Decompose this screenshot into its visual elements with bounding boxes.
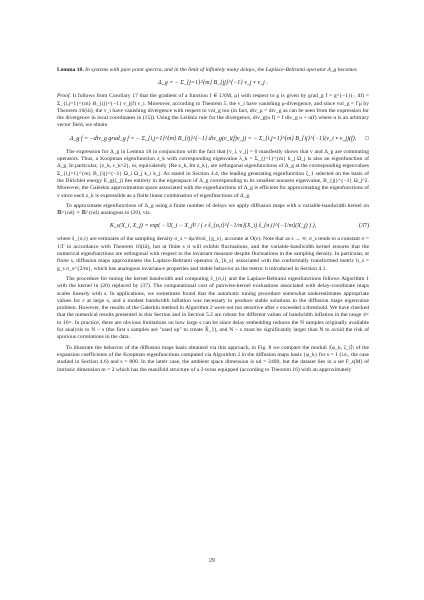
kernel-equation-text: K_ε(X_i, X_j) = exp( − ‖X_i − X_j‖² / ( ε ŝ_{σ,i}^{−1/m}(X_i) ŝ_{σ,i}^{−1/m}(X_j) ) ), <box>109 223 317 230</box>
paragraph-commuting: The expression for Δ_g in Lemma 18 in conjunction with the fact that [v_i, v_j] = 0 manifestly shows that v and Δ_g are commuting operators. Thus, a Koopman eigenfunction z_k with corresponding eigenvalue λ_k = Σ_{j=1}^{m} k_j Ω_j is also an eigenfunction of Δ_g. In particular, {z_k, c_k^2}, or, equivalently {Re z_k, Im z_k}, are orthogonal eigenfunctions of Δ_g at the corresponding eigenvalues Σ_{i,j=1}^{m} B_{ij}^{−1} Ω_i Ω_j k_i k_j. As stated in Section 4.4, the leading generating eigenfunction ζ_1 selected on the basis of the Dirichlet energy E_g(ζ_j) lies entirely in the eigenspace of Δ_g corresponding to its smallest nonzero eigenvalue, B_{jj}^{−1} Ω_j^2. Moreover, the Galerkin approximation space associated with the eigenfunctions of Δ_g is efficient for approximating the eigenfunctions of v since each z_k is expressible as a finite linear combination of eigenfunctions of Δ_g. <box>57 148 369 199</box>
page-content <box>57 67 369 374</box>
equation-number: (37) <box>359 223 369 230</box>
lemma-equation-text: Δ_g = − Σ_{j=1}^{m} B_{jj}^{−1} v_j ∘ v_j . <box>158 80 268 87</box>
qed-symbol: □ <box>365 135 369 142</box>
lemma-statement <box>57 67 369 74</box>
divergence-equation-text: Δ_g f = −div_g grad_g f = − Σ_{i,j=1}^{m} B_{ij}^{−1} div_g(v_i(f)v_j) = − Σ_{i,j=1}^{m} B_{ij}^{−1}(v_i ∘ v_j)(f). <box>69 135 357 142</box>
paragraph-sampling-density: where ŝ_{σ,i} are estimates of the sampling density σ_s = dμ/dvol_{g_s}, accurate at O(ε). Note that as s → ∞, σ_s tends to a constant σ = 1/Γ in accordance with Theorem 16(iii), but at finite s it will exhibit fluctuations, and the variable-bandwidth kernel ensures that the numerical eigenfunctions are orthogonal with respect to the invariant measure despite fluctuations in the sampling density. In particular, at finite s, diffusion maps approximates the Laplace-Beltrami operator Δ_{h_s} associated with the conformally transformed metric h_s = g_s σ_s^{2/m}, which has analogous invariance properties and stable behavior as the metric h introduced in Section 4.1. <box>57 236 369 272</box>
proof-label: Proof. <box>57 93 71 100</box>
proof-paragraph <box>57 93 369 129</box>
page-number: 29 <box>209 558 215 564</box>
lemma-label: Lemma 18. <box>57 67 84 73</box>
paragraph-illustration: To illustrate the behavior of the diffusion maps basis obtained via this approach, in Fig. 8 we compare the moduli |⟨φ_k, ζ_l⟩| of the expansion coefficients of the Koopman eigenfunctions computed via Algorithm 2 in the diffusion maps basis {φ_k} for s = 1 (i.e., the case studied in Section 4.6) and s = 800. In the latter case, the ambient space dimension is nd = 2400, but the dataset lies in a set F_s(M) of intrinsic dimension m = 2 which has the manifold structure of a 2-torus equipped (according to Theorem 16) with an approximately <box>57 344 369 373</box>
kernel-equation <box>57 222 369 230</box>
proof-text: It follows from Corollary 17 that the gradient of a function f ∈ L²(M, μ) with respect to g is given by grad_g f = g^{−1}(·, df) = Σ_{i,j=1}^{m} B_{ij}^{−1} v_j(f) v_i. Moreover, according to Theorem 5, the v_i have vanishing μ-divergence, and since vol_g = Γμ by Theorem 16(iii), the v_i have vanishing divergence with respect to vol_g too (in fact, div_μ = div_g as can be seen from the expression for the divergence in local coordinates in (15)). Using the Leibniz rule for the divergence, div_g(u f) = f div_g u + u(f) where u is an arbitrary vector field, we obtain <box>57 93 369 129</box>
paragraph-approximate: To approximate eigenfunctions of Δ_g using a finite number of delays we apply diffusion maps with a variable-bandwidth kernel on ℝ^{nd} × ℝ^{nd} analogous to (20), viz. <box>57 202 369 217</box>
divergence-equation <box>57 135 369 143</box>
lemma-equation <box>57 79 369 87</box>
lemma-text: In systems with pure point spectra, and in the limit of infinitely many delays, the Laplace-Beltrami operator Δ_g becomes <box>85 67 357 73</box>
paragraph-tuning: The procedure for tuning the kernel bandwidth and computing ŝ_{σ,i} and the Laplace-Beltrami eigenfunctions follows Algorithm 1 with the kernel in (20) replaced by (37). The computational cost of pairwise-kernel evaluations associated with delay-coordinate maps scales linearly with s. In applications, we sometimes found that the automatic tuning procedure somewhat underestimates appropriate values for ε at large s, and a modest bandwidth inflation was necessary to produce stable solutions to the diffusion maps eigenvalue problem. However, the results of the Galerkin method in Algorithm 2 were not too sensitive after ε exceeded a threshold. We have checked that the numerical results presented in this Section and in Section 5.2 are robust for different values of bandwidth inflation in the range 4× to 16×. In practice, there are obvious limitations on how large s can be since delay embedding reduces the N samples originally available for analysis to N − s (the first s samples are "used up" to create X̃_1), and N − s must be significantly larger than N to avoid the risk of spurious correlations in the data. <box>57 275 369 341</box>
